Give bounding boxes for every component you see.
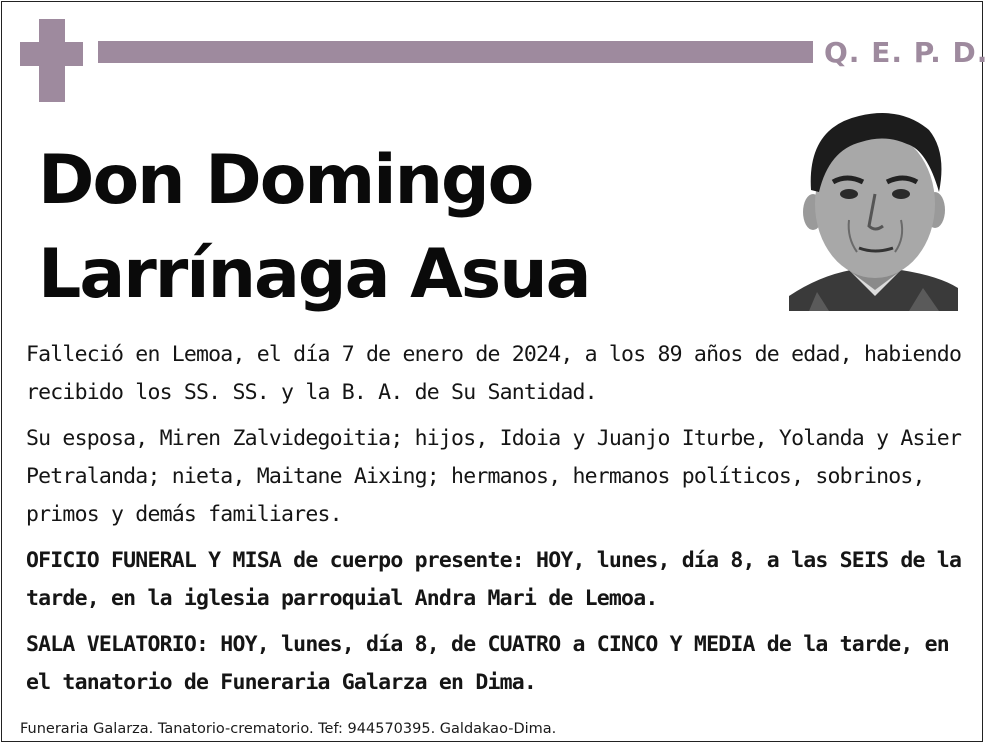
deceased-portrait-photo xyxy=(789,100,958,311)
family-paragraph: Su esposa, Miren Zalvidegoitia; hijos, Idoia y Juanjo Iturbe, Yolanda y Asier Petralanda; nieta, Maitane Aixing; hermanos, hermanos políticos, sobrinos, primos y demás familiares. xyxy=(26,426,962,527)
header-divider-bar xyxy=(98,41,813,63)
wake-room-paragraph: SALA VELATORIO: HOY, lunes, día 8, de CUATRO a CINCO Y MEDIA de la tarde, en el tanatorio de Funeraria Galarza en Dima. xyxy=(26,632,949,695)
qepd-label: Q. E. P. D. xyxy=(824,36,988,69)
death-notice-paragraph: Falleció en Lemoa, el día 7 de enero de 2024, a los 89 años de edad, habiendo recibido los SS. SS. y la B. A. de Su Santidad. xyxy=(26,342,962,405)
funeral-service-paragraph: OFICIO FUNERAL Y MISA de cuerpo presente: HOY, lunes, día 8, a las SEIS de la tarde, en la iglesia parroquial Andra Mari de Lemoa. xyxy=(26,548,962,611)
funeral-home-footer: Funeraria Galarza. Tanatorio-crematorio. Tef: 944570395. Galdakao-Dima. xyxy=(20,721,557,737)
deceased-name-line2: Larrínaga Asua xyxy=(38,235,590,314)
obituary-frame xyxy=(1,1,988,742)
obituary-body xyxy=(26,336,966,710)
deceased-name xyxy=(38,134,768,322)
cross-icon-arm xyxy=(20,42,83,66)
deceased-name-line1: Don Domingo xyxy=(38,141,533,220)
